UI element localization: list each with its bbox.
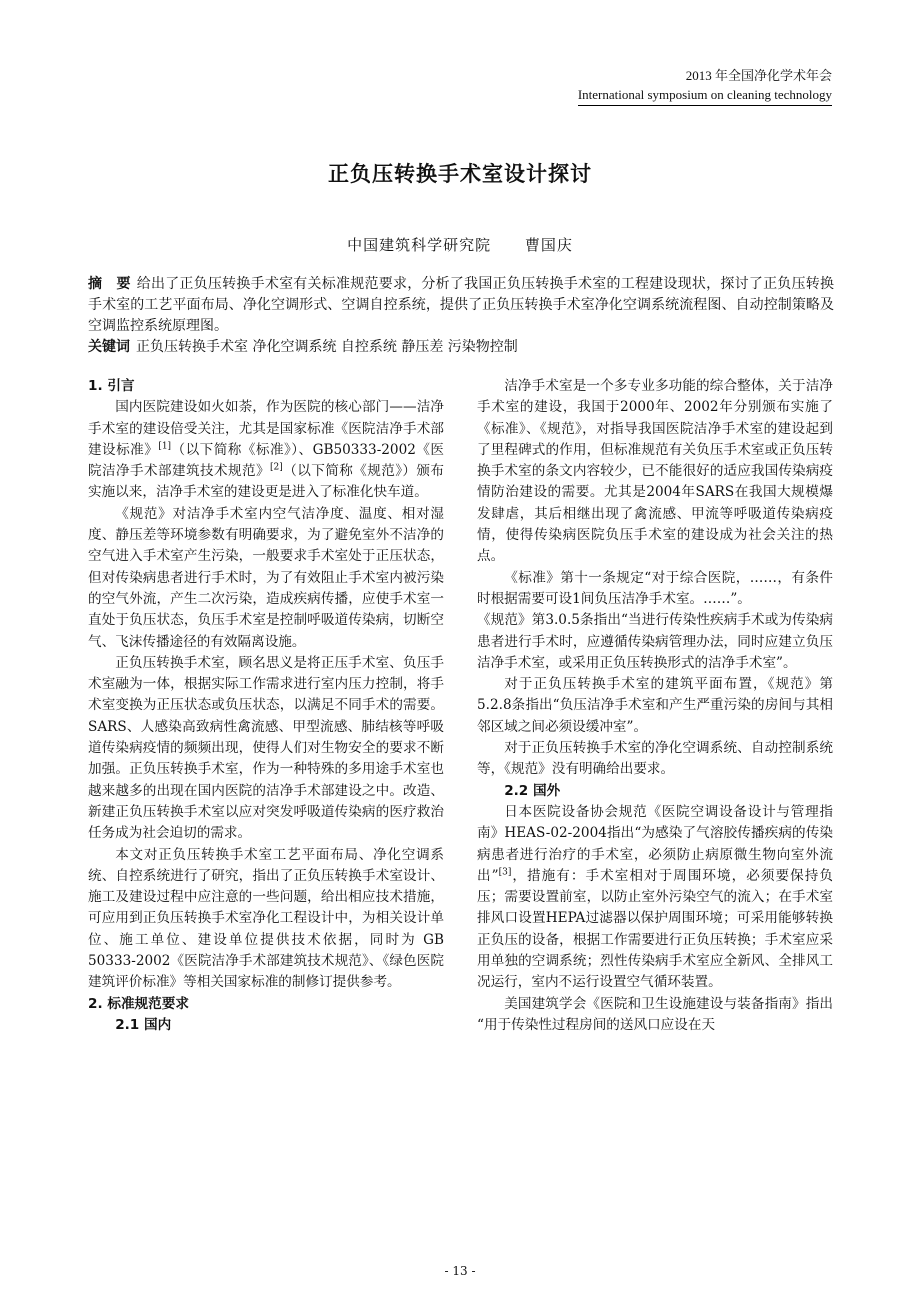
paragraph: 日本医院设备协会规范《医院空调设备设计与管理指南》HEAS-02-2004指出“为感染了气溶胶传播疾病的传染病患者进行治疗的手术室，必须防止病原微生物向室外流出”[3]，措施有：手术室相对于周围环境，必须要保持负压；需要设置前室，以防止室外污染空气的流入；在手术室排风口设置HEPA过滤器以保护周围环境；可采用能够转换正负压的设备，根据工作需要进行正负压转换；手术室应采用单独的空调系统；烈性传染病手术室应全新风、全排风工况运行，室内不运行设置空气循环装置。	[477, 803, 834, 991]
keywords-line	[88, 337, 834, 358]
abstract-block	[88, 274, 834, 358]
section-heading-standards: 2. 标准规范要求	[88, 995, 189, 1012]
paragraph: 洁净手术室是一个多专业多功能的综合整体，关于洁净手术室的建设，我国于2000年、2002年分别颁布实施了《标准》、《规范》，对指导我国医院洁净手术室的建设起到了里程碑式的作用，但标准规范有关负压手术室或正负压转换手术室的条文内容较少，已不能很好的适应我国传染病疫情防治建设的需要。尤其是2004年SARS在我国大规模爆发肆虐，其后相继出现了禽流感、甲流等呼吸道传染病疫情，使得传染病医院负压手术室的建设成为社会关注的热点。	[477, 378, 833, 565]
subsection-heading-foreign: 2.2 国外	[504, 782, 561, 799]
header-symposium: International symposium on cleaning technology	[578, 85, 832, 106]
author-line	[0, 234, 920, 255]
subsection-heading-domestic: 2.1 国内	[115, 1016, 172, 1033]
paper-title: 正负压转换手术室设计探讨	[328, 162, 592, 186]
author-institution: 中国建筑科学研究院	[347, 236, 492, 254]
keywords-text: 正负压转换手术室 净化空调系统 自控系统 静压差 污染物控制	[136, 339, 518, 355]
keywords-label: 关键词	[88, 339, 130, 355]
citation-2: [2]	[270, 462, 283, 473]
citation-1: [1]	[158, 441, 172, 452]
paragraph: 《规范》对洁净手术室内空气洁净度、温度、相对湿度、静压差等环境参数有明确要求，为了避免室外不洁净的空气进入手术室产生污染，一般要求手术室处于正压状态，但对传染病患者进行手术时，为了有效阻止手术室内被污染的空气外流，产生二次污染，造成疾病传播，应使手术室一直处于负压状态，负压手术室是控制呼吸道传染病，切断空气、飞沫传播途径的有效隔离设施。	[88, 505, 444, 650]
author-name: 曹国庆	[524, 236, 573, 254]
right-column	[477, 376, 833, 1036]
section-heading-introduction: 1. 引言	[88, 378, 135, 394]
abstract-label: 摘 要	[88, 276, 131, 292]
citation-3: [3]	[498, 867, 512, 878]
paragraph: 美国建筑学会《医院和卫生设施建设与装备指南》指出 “用于传染性过程房间的送风口应设在天	[477, 995, 833, 1033]
paragraph: 《标准》第十一条规定“对于综合医院，……，有条件时根据需要可设1间负压洁净手术室。……”。	[477, 569, 833, 607]
paragraph: 《规范》第3.0.5条指出“当进行传染性疾病手术或为传染病患者进行手术时，应遵循传染病管理办法，同时应建立负压洁净手术室，或采用正负压转换形式的洁净手术室”。	[477, 612, 833, 671]
running-header	[578, 66, 832, 106]
left-column	[88, 376, 444, 1036]
paragraph: 国内医院建设如火如荼，作为医院的核心部门——洁净手术室的建设倍受关注，尤其是国家标准《医院洁净手术部建设标准》[1]（以下简称《标准》）、GB50333-2002《医院洁净手术部建筑技术规范》[2]（以下简称《规范》）颁布实施以来，洁净手术室的建设更是进入了标准化快车道。	[88, 399, 445, 501]
header-conference: 2013 年全国净化学术年会	[685, 68, 832, 83]
paragraph: 本文对正负压转换手术室工艺平面布局、净化空调系统、自控系统进行了研究，指出了正负压转换手术室设计、施工及建设过程中应注意的一些问题，给出相应技术措施，可应用到正负压转换手术室净化工程设计中，为相关设计单位、施工单位、建设单位提供技术依据，同时为 GB 50333-2002《医院洁净手术部建筑技术规范》、《绿色医院建筑评价标准》等相关国家标准的制修订提供参考。	[88, 846, 444, 991]
paragraph: 正负压转换手术室，顾名思义是将正压手术室、负压手术室融为一体，根据实际工作需求进行室内压力控制，将手术室变换为正压状态或负压状态，以满足不同手术的需要。SARS、人感染高致病性禽流感、甲型流感、肺结核等呼吸道传染病疫情的频频出现，使得人们对生物安全的要求不断加强。正负压转换手术室，作为一种特殊的多用途手术室也越来越多的出现在国内医院的洁净手术部建设之中。改造、新建正负压转换手术室以应对突发呼吸道传染病的医疗救治任务成为社会迫切的需求。	[88, 654, 444, 842]
paragraph: 对于正负压转换手术室的净化空调系统、自动控制系统等，《规范》没有明确给出要求。	[477, 740, 833, 778]
paragraph: 对于正负压转换手术室的建筑平面布置，《规范》第5.2.8条指出“负压洁净手术室和产生严重污染的房间与其相邻区域之间必须设缓冲室”。	[477, 676, 833, 735]
abstract-text: 给出了正负压转换手术室有关标准规范要求，分析了我国正负压转换手术室的工程建设现状，探讨了正负压转换手术室的工艺平面布局、净化空调形式、空调自控系统，提供了正负压转换手术室净化空调系统流程图、自动控制策略及空调监控系统原理图。	[88, 276, 835, 334]
abstract-paragraph	[88, 274, 834, 337]
page-number: - 13 -	[444, 1264, 476, 1278]
